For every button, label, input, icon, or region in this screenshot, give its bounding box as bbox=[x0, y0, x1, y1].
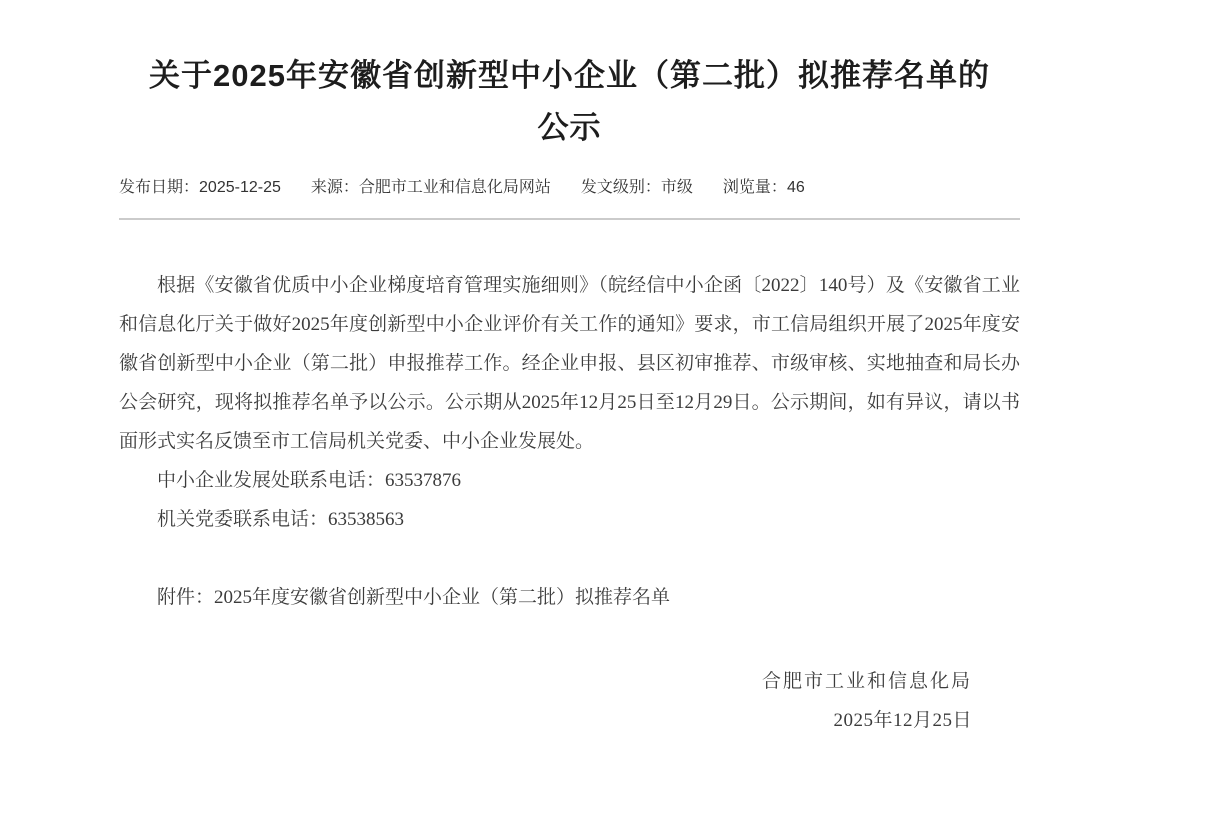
signature-date: 2025年12月25日 bbox=[833, 710, 972, 731]
meta-view-count-value: 46 bbox=[786, 179, 805, 196]
meta-doc-level-label: 发文级别： bbox=[580, 179, 661, 196]
meta-doc-level-value: 市级 bbox=[660, 179, 693, 196]
signature-block bbox=[119, 662, 1020, 740]
meta-view-count-label: 浏览量： bbox=[722, 179, 787, 196]
attachment-line: 附件：2025年度安徽省创新型中小企业（第二批）拟推荐名单 bbox=[157, 587, 671, 608]
article-body bbox=[119, 266, 1020, 740]
meta-source-value: 合肥市工业和信息化局网站 bbox=[358, 179, 551, 196]
meta-source-label: 来源： bbox=[310, 179, 359, 196]
meta-divider bbox=[119, 218, 1020, 220]
meta-publish-date-label: 发布日期： bbox=[119, 179, 200, 196]
contact-line-party-committee: 机关党委联系电话：63538563 bbox=[157, 509, 405, 530]
body-paragraph-main: 根据《安徽省优质中小企业梯度培育管理实施细则》（皖经信中小企函〔2022〕140号）及《安徽省工业和信息化厅关于做好2025年度创新型中小企业评价有关工作的通知》要求，市工信局组织开展了2025年度安徽省创新型中小企业（第二批）申报推荐工作。经企业申报、县区初审推荐、市级审核、实地抽查和局长办公会研究，现将拟推荐名单予以公示。公示期从2025年12月25日至12月29日。公示期间，如有异议，请以书面形式实名反馈至市工信局机关党委、中小企业发展处。 bbox=[119, 275, 1020, 452]
article-container bbox=[119, 0, 1020, 740]
meta-publish-date bbox=[119, 177, 281, 199]
contact-line-sme-division: 中小企业发展处联系电话：63537876 bbox=[157, 470, 462, 491]
article-meta bbox=[119, 177, 1020, 199]
meta-publish-date-value: 2025-12-25 bbox=[199, 179, 281, 196]
signature-org: 合肥市工业和信息化局 bbox=[761, 671, 972, 692]
meta-source bbox=[311, 177, 551, 199]
meta-doc-level bbox=[581, 177, 693, 199]
page-title-line1: 关于2025年安徽省创新型中小企业（第二批）拟推荐名单的 bbox=[149, 58, 990, 93]
page-title-line2: 公示 bbox=[537, 110, 602, 145]
page-title bbox=[119, 50, 1020, 154]
meta-view-count bbox=[723, 177, 805, 199]
